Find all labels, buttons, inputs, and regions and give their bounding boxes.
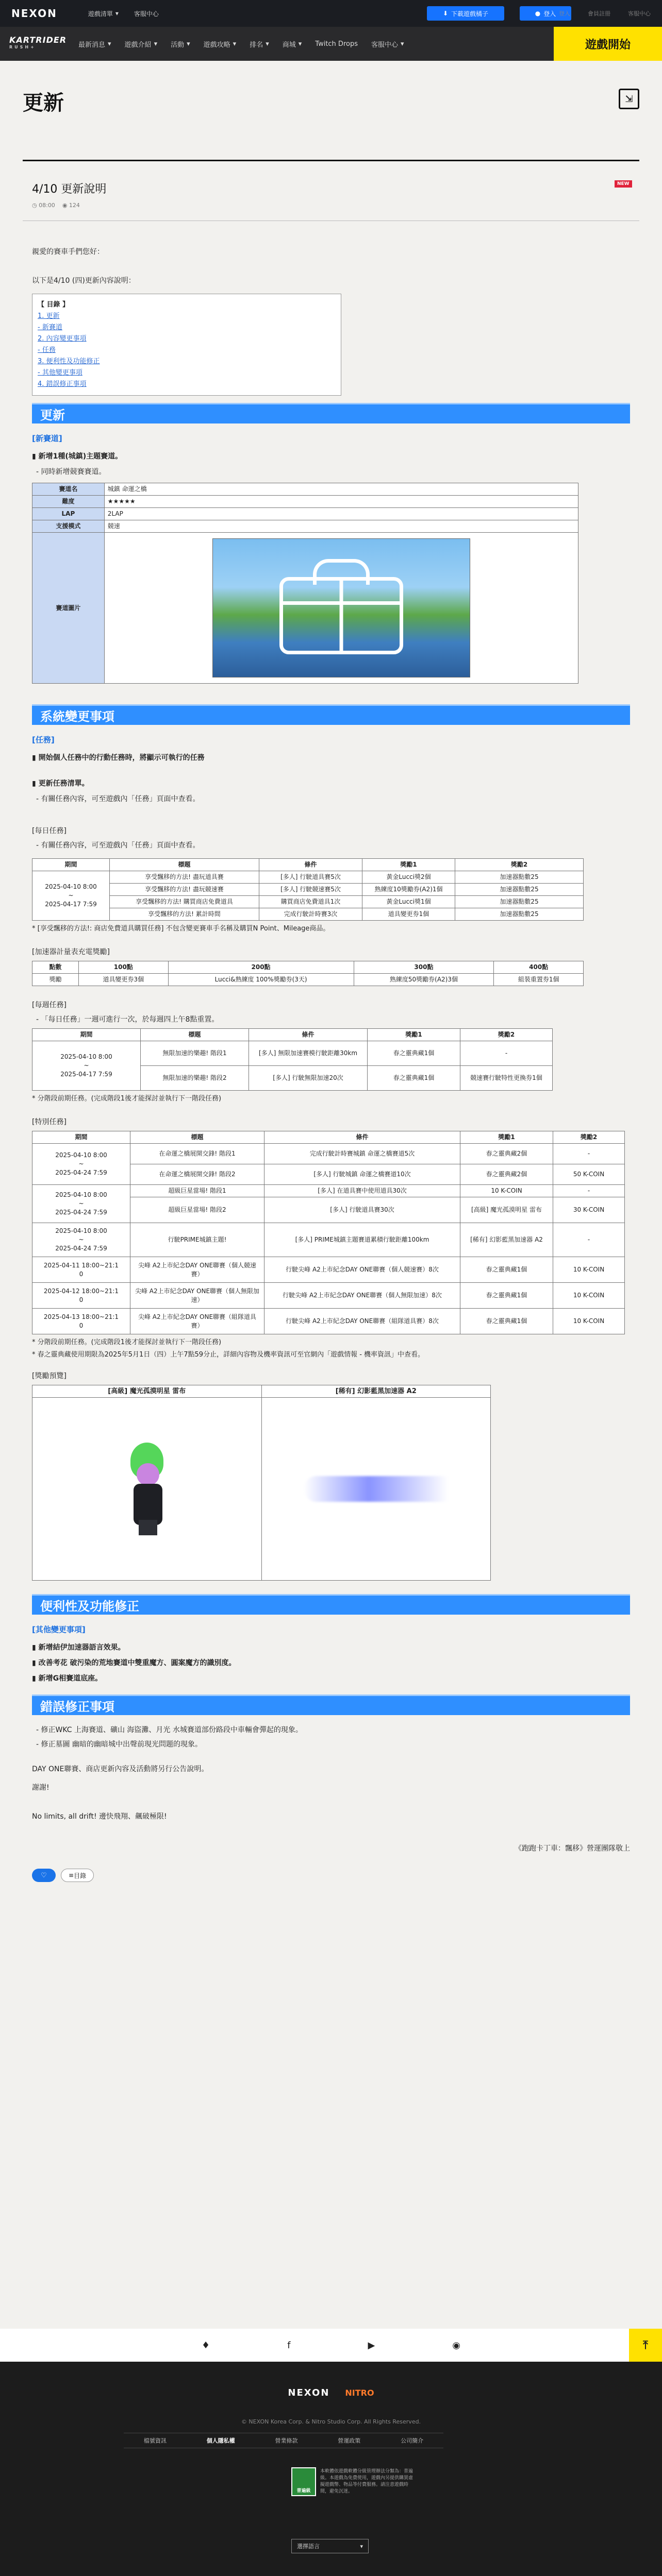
convenience-item: ▮ 新增G相賽道底座。	[32, 1674, 103, 1683]
chevron-down-icon: ▾	[154, 40, 158, 48]
table-row: 無限加速的樂趣! 階段2 [多人] 行駛無限加速20次 春之靈典藏1個 競速賽行駛特性更換券1個	[32, 1066, 553, 1091]
toc-link[interactable]: - 任務	[38, 346, 56, 354]
daily-table	[32, 858, 584, 921]
post-meta	[32, 202, 80, 209]
special-footnote: * 分階段前期任務。(完成階段1後才能探討並執行下一階段任務)	[32, 1338, 222, 1346]
register-link[interactable]: 會員註冊	[588, 10, 610, 17]
footer-link[interactable]: 檔號資訊	[143, 2437, 167, 2444]
character-figure	[121, 1443, 173, 1535]
toc-link[interactable]: - 其他變更事項	[38, 369, 82, 377]
mission-tag: [任務]	[32, 735, 55, 744]
table-row: 期間 標題 條件 獎勵1 獎勵2	[32, 1029, 553, 1041]
special-tag: [特別任務]	[32, 1118, 67, 1126]
table-row: 超級巨星當場! 階段2 [多人] 行駛道具賽30次 [高級] 魔光孤漠明星 雷布 30 K-COIN	[32, 1197, 625, 1223]
toc-title: 【 目錄 】	[38, 301, 70, 309]
table-row: 賽道名 城鎮 命運之橋	[32, 483, 578, 496]
list-icon: ≡	[69, 1872, 74, 1879]
top-right-links	[559, 9, 651, 18]
clock-icon: ◷	[32, 202, 39, 209]
newtrack-note: - 同時新增競賽賽道。	[36, 468, 106, 476]
discord-icon[interactable]: ◉	[452, 2340, 461, 2351]
chevron-down-icon: ▾	[115, 10, 119, 17]
prize-character-image	[32, 1398, 261, 1580]
rating-badge: 普遍級	[291, 2467, 316, 2496]
convenience-item: ▮ 新增結伊加速器語言效果。	[32, 1643, 125, 1652]
table-row: 2025-04-13 18:00~21:1 0 尖峰 A2上市紀念DAY ONE聯賽（組隊道具賽） 行駛尖峰 A2上市紀念DAY ONE聯賽（組隊道具賽）8次 春之靈典藏1個 10 K-COIN	[32, 1309, 625, 1334]
table-row: 支援模式 競速	[32, 520, 578, 533]
gnav-shop[interactable]: 商城 ▾	[282, 40, 302, 49]
weekly-note: - 「每日任務」一週可進行一次，於每週四上午8點重置。	[36, 1015, 219, 1024]
rating-text: 本軟體依遊戲軟體分級管理辦法分類為：普遍級。本遊戲為免費使用，遊戲內另提供購買虛擬遊戲幣、物品等付費服務。請注意遊戲時間，避免沉迷。	[320, 2469, 413, 2494]
gnav-intro[interactable]: 遊戲介紹 ▾	[124, 40, 158, 49]
share-icon: ⇲	[625, 93, 633, 105]
track-table	[32, 483, 578, 684]
mission-bullet: ▮ 更新任務清單。	[32, 779, 89, 788]
bugfix-item: - 修正WKC 上海賽道、礦山 海盜灘、月光 水城賽道部份路段中車輛會彈起的現象。	[36, 1726, 303, 1734]
chevron-down-icon: ▾	[266, 40, 269, 48]
prize-column: [稀有] 幻影藍黑加速器 A2	[262, 1385, 491, 1580]
toc-link[interactable]: - 新賽道	[38, 324, 62, 331]
support-link[interactable]: 客服中心	[628, 10, 651, 17]
newtrack-tag: [新賽道]	[32, 434, 62, 443]
special-table	[32, 1131, 625, 1334]
login-button[interactable]: ● 登入	[520, 6, 571, 21]
kartrider-social-icon[interactable]: ♦	[201, 2340, 210, 2351]
section-banner-system: 系統變更事項	[32, 704, 630, 725]
table-row: 2025-04-10 8:00 ~ 2025-04-24 7:59 行駛PRIME城鎮主題! [多人] PRIME城鎮主題賽道累積行駛距離100km [稀有] 幻影藍黑加速器 A2 -	[32, 1223, 625, 1257]
section-banner-convenience: 便利性及功能修正	[32, 1594, 630, 1615]
mission-bullet: ▮ 開始個人任務中的行動任務時，將顯示可執行的任務	[32, 754, 205, 762]
user-icon: ●	[535, 10, 541, 17]
prize-booster-image	[262, 1398, 491, 1580]
list-button[interactable]: ≡ 目錄	[61, 1869, 94, 1882]
booster-tag: [加速器計量表充電獎勵]	[32, 948, 110, 956]
footer	[0, 2362, 662, 2576]
youtube-icon[interactable]: ▶	[368, 2340, 375, 2351]
prize-preview	[32, 1385, 491, 1581]
download-button[interactable]: ⬇ 下載遊戲橘子	[427, 6, 504, 21]
post-title: 4/10 更新說明	[32, 183, 107, 196]
copyright: © NEXON Korea Corp. & Nitro Studio Corp. All Rights Reserved.	[241, 2418, 421, 2425]
weekly-footnote: * 分階段前期任務。(完成階段1後才能探討並執行下一階段任務)	[32, 1095, 222, 1103]
login-link[interactable]: 登入	[559, 10, 570, 17]
like-button[interactable]	[32, 1869, 56, 1882]
top-nav-support[interactable]: 客服中心	[134, 10, 159, 18]
section-banner-bugfix: 錯誤修正事項	[32, 1694, 630, 1715]
table-row: 2025-04-10 8:00 ~ 2025-04-17 7:59 享受飄移的方法! 盡玩道具賽 [多人] 行駛道具賽5次 黃金Lucci獎2個 加速器點數25	[32, 871, 584, 884]
booster-trail	[304, 1476, 448, 1502]
toc-link[interactable]: 3. 便利性及功能修正	[38, 358, 100, 365]
footer-links	[124, 2433, 443, 2448]
game-rating	[291, 2467, 413, 2496]
top-bar	[0, 0, 662, 27]
closing-line: No limits, all drift! 邊快飛翔、飆破極限!	[32, 1812, 167, 1821]
chevron-down-icon: ▾	[298, 40, 302, 48]
track-image	[212, 538, 470, 677]
post-views: ◉ 124	[62, 202, 80, 209]
daily-tag: [每日任務]	[32, 827, 67, 835]
scroll-top-button[interactable]	[629, 2329, 662, 2362]
toc-link[interactable]: 4. 錯誤修正事項	[38, 380, 87, 388]
chevron-down-icon: ▾	[108, 40, 111, 48]
weekly-table	[32, 1028, 553, 1091]
top-nav-games[interactable]: 遊戲清單 ▾	[88, 10, 119, 18]
post-actions	[32, 1869, 630, 1882]
table-row: 2025-04-12 18:00~21:1 0 尖峰 A2上市紀念DAY ONE聯賽（個人無限加速） 行駛尖峰 A2上市紀念DAY ONE聯賽（個人無限加速）8次 春之靈典藏1個 10 K-COIN	[32, 1283, 625, 1309]
prize-tag: [獎勵預覽]	[32, 1372, 67, 1380]
table-row: 享受飄移的方法! 累計時間 完成行駛計時賽3次 道具變更券1個 加速器點數25	[32, 908, 584, 921]
page-title: 更新	[23, 91, 64, 115]
table-row: 獎勵 道具變更券3個 Lucci&熟練度 100%獎勵券(3天) 熟練度50獎勵券(A2)3個 組裝重置券1個	[32, 974, 584, 986]
nexon-logo[interactable]: NEXON	[11, 7, 57, 20]
social-bar	[0, 2329, 662, 2362]
divider	[23, 160, 639, 161]
eye-icon: ◉	[62, 202, 69, 209]
table-row: 賽道圖片	[32, 533, 578, 684]
gnav-twitch[interactable]: Twitch Drops	[315, 40, 358, 48]
mission-note: - 有關任務內容，可至遊戲內「任務」頁面中查看。	[36, 795, 200, 803]
footer-logos	[0, 2387, 662, 2398]
weekly-tag: [每週任務]	[32, 1001, 67, 1009]
table-row: 享受飄移的方法! 盡玩競速賽 [多人] 行駛競速賽5次 熟練度10獎勵券(A2)1個 加速器點數25	[32, 884, 584, 896]
table-row: 難度 ★★★★★	[32, 496, 578, 508]
game-nav-items	[78, 39, 404, 49]
footer-link[interactable]: 營運政策	[338, 2437, 361, 2444]
language-select[interactable]: 選擇語言 ▾	[291, 2539, 369, 2553]
signature: 《跑跑卡丁車：飄移》營運團隊敬上	[515, 1844, 630, 1853]
arrow-up-icon: ⤒	[643, 2338, 648, 2352]
table-row: LAP 2LAP	[32, 508, 578, 520]
game-start-button[interactable]: 遊戲開始	[554, 27, 662, 61]
table-row: 2025-04-11 18:00~21:1 0 尖峰 A2上市紀念DAY ONE聯賽（個人競速賽） 行駛尖峰 A2上市紀念DAY ONE聯賽（個人競速賽）8次 春之靈典藏1個 10 K-COIN	[32, 1257, 625, 1283]
top-nav	[88, 9, 159, 18]
special-footnote: * 春之靈典藏使用期限為2025年5月1日（四）上午7點59分止，詳細內容物及機率資訊可至官網內「遊戲情報 - 機率資訊」中查看。	[32, 1351, 425, 1359]
share-button[interactable]	[619, 89, 639, 109]
footer-link[interactable]: 公司簡介	[401, 2437, 424, 2444]
closing-line: DAY ONE聯賽、商店更新內容及活動將另行公告說明。	[32, 1765, 209, 1773]
daily-note: - 有關任務內容，可至遊戲內「任務」頁面中查看。	[36, 841, 200, 850]
download-icon: ⬇	[442, 10, 449, 17]
booster-table	[32, 961, 584, 986]
chevron-down-icon: ▾	[401, 40, 404, 48]
table-row: 2025-04-10 8:00 ~ 2025-04-24 7:59 超級巨星當場! 階段1 [多人] 在道具賽中使用道具30次 10 K-COIN -	[32, 1185, 625, 1197]
intro-line: 以下是4/10 (四)更新內容說明：	[32, 277, 136, 285]
table-row: 2025-04-10 8:00 ~ 2025-04-17 7:59 無限加速的樂趣! 階段1 [多人] 無限加速賽模行駛距離30km 春之靈典藏1個 -	[32, 1041, 553, 1066]
gift-icon	[279, 577, 403, 654]
convenience-item: ▮ 改善考花 破污染的荒地賽道中雙重魔方、圓案魔方的識別度。	[32, 1659, 236, 1667]
new-badge: NEW	[615, 180, 632, 188]
toc-link[interactable]: 2. 內容變更事項	[38, 335, 87, 343]
table-row: 期間 標題 條件 獎勵1 獎勵2	[32, 1131, 625, 1144]
nitro-logo: NITRO	[345, 2388, 374, 2398]
closing-line: 謝謝!	[32, 1784, 49, 1792]
table-row: 在命運之橋展開交鋒! 階段2 [多人] 行駛城鎮 命運之橋賽道10次 春之靈典藏2個 50 K-COIN	[32, 1164, 625, 1185]
game-nav	[0, 27, 662, 61]
footer-link[interactable]: 營業條款	[275, 2437, 298, 2444]
gnav-support[interactable]: 客服中心 ▾	[371, 40, 404, 49]
daily-footnote: * [享受飄移的方法!: 商店免費道具購買任務] 不包含變更賽車手名稱及購買N Point、Mileage商品。	[32, 925, 330, 933]
post-body	[32, 246, 630, 1882]
gnav-events[interactable]: 活動 ▾	[171, 40, 190, 49]
gnav-ranking[interactable]: 排名 ▾	[250, 40, 269, 49]
table-of-contents	[32, 294, 341, 396]
section-banner-update: 更新	[32, 403, 630, 423]
chevron-down-icon: ▾	[233, 40, 237, 48]
table-row: 期間 標題 條件 獎勵1 獎勵2	[32, 859, 584, 871]
prize-column: [高級] 魔光孤漠明星 雷布	[32, 1385, 262, 1580]
footer-link[interactable]: 個人隱私權	[206, 2437, 235, 2444]
heart-icon: ♡	[41, 1871, 47, 1879]
toc-link[interactable]: 1. 更新	[38, 312, 60, 320]
newtrack-bullet: ▮ 新增1種(城鎮)主題賽道。	[32, 452, 123, 461]
chevron-down-icon: ▾	[187, 40, 190, 48]
bugfix-item: - 修正墓圖 幽暗的幽暗城中出聲前現光問題的現象。	[36, 1740, 202, 1749]
nexon-footer-logo: NEXON	[288, 2387, 330, 2398]
table-row: 2025-04-10 8:00 ~ 2025-04-24 7:59 在命運之橋展開交鋒! 階段1 完成行駛計時賽城鎮 命運之橋賽道5次 春之靈典藏2個 -	[32, 1144, 625, 1164]
table-row: 點數 100點 200點 300點 400點	[32, 961, 584, 974]
chevron-down-icon: ▾	[360, 2543, 363, 2550]
facebook-icon[interactable]: f	[287, 2340, 291, 2351]
post-date: ◷ 08:00	[32, 202, 55, 209]
convenience-tag: [其他變更事項]	[32, 1625, 86, 1634]
table-row: 享受飄移的方法! 購買商店免費道具 購買商店免費道具1次 黃金Lucci獎1個 加速器點數25	[32, 896, 584, 908]
intro-greeting: 親愛的賽車手們您好：	[32, 248, 104, 256]
gnav-guide[interactable]: 遊戲攻略 ▾	[203, 40, 237, 49]
gnav-news[interactable]: 最新消息 ▾	[78, 40, 111, 49]
kartrider-logo[interactable]: KARTRIDER RUSH+	[9, 35, 67, 49]
